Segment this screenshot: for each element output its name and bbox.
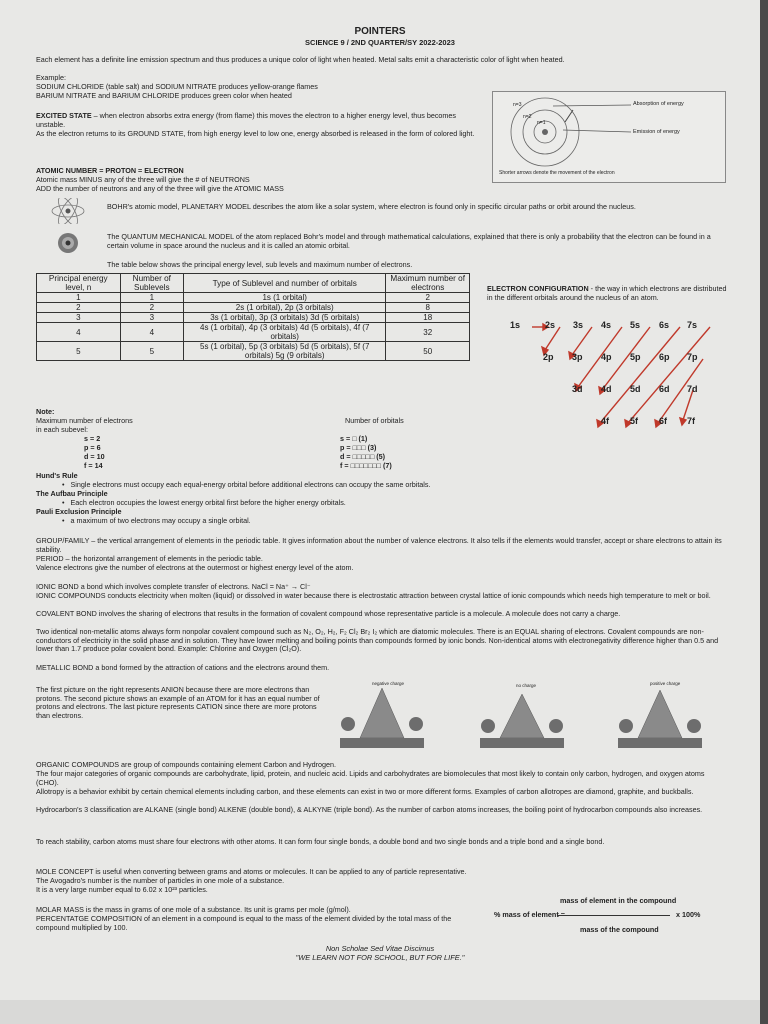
orbital-5p: 5p <box>630 352 641 362</box>
orbit-label-n2: n=2 <box>523 114 532 120</box>
orbitals-d: d = □□□□□ (5) <box>340 452 386 461</box>
table-cell: 1 <box>120 293 183 303</box>
mole-line-2: The Avogadro's number is the number of particles in one mole of a substance. <box>36 876 285 885</box>
table-row <box>37 303 470 313</box>
example-label: Example: <box>36 73 66 82</box>
orbital-4d: 4d <box>601 384 612 394</box>
table-cell: 1 <box>37 293 121 303</box>
scan-edge <box>760 0 768 1024</box>
orbital-6f: 6f <box>659 416 668 426</box>
table-row <box>37 293 470 303</box>
footer-motto-english: "WE LEARN NOT FOR SCHOOL, BUT FOR LIFE." <box>295 953 465 962</box>
group-family-text: GROUP/FAMILY – the vertical arrangement of elements in the periodic table. It gives information about the number of valence electrons. It also tells if the elements would transfer, accept or share electrons to attain its stability. <box>36 536 722 554</box>
example-2: BARIUM NITRATE and BARIUM CHLORIDE produces green color when heated <box>36 91 292 100</box>
period-text: PERIOD – the horizontal arrangement of elements in the periodic table. <box>36 554 263 563</box>
max-d: d = 10 <box>84 452 105 461</box>
pauli-text: • a maximum of two electrons may occupy a single orbital. <box>62 516 251 525</box>
orbit-label-n1: n=1 <box>537 120 546 126</box>
covalent-bond-text: COVALENT BOND involves the sharing of electrons that results in the formation of covalent compound whose representative particle is a molecule. A molecule does not carry a charge. <box>36 609 621 618</box>
orbitals-f: f = □□□□□□□ (7) <box>340 461 392 470</box>
organic-line-2: The four major categories of organic compounds are carbohydrate, lipid, protein, and nucleic acid. Lipids and carbohydrates are biomolecules that most likely to contain only carbon, hydrogen, and oxygen atoms (CHO). <box>36 769 705 787</box>
ionic-bond-text: IONIC BOND a bond which involves complete transfer of electrons. NaCl = Na⁺ → Cl⁻ <box>36 582 311 591</box>
electroscope-pictures <box>330 680 730 755</box>
formula-numerator: mass of element in the compound <box>560 896 677 905</box>
table-cell: 1s (1 orbital) <box>184 293 386 303</box>
diagram-caption: Shorter arrows denote the movement of the electron <box>499 170 615 176</box>
orbital-5f: 5f <box>630 416 639 426</box>
orbital-3s: 3s <box>573 320 584 330</box>
metallic-bond-text: METALLIC BOND a bond formed by the attraction of cations and the electrons around them. <box>36 663 330 672</box>
table-cell: 2 <box>120 303 183 313</box>
table-row <box>37 342 470 361</box>
orbital-3d: 3d <box>572 384 583 394</box>
orbit-label-n3: n=3 <box>513 102 522 108</box>
orbital-3p: 3p <box>572 352 583 362</box>
ionic-compounds-text: IONIC COMPOUNDS conducts electricity when molten (liquid) or dissolved in water because there is electrostatic attraction between crystal lattice of ionic compounds which needs high temperature to melt or boil. <box>36 591 711 600</box>
table-cell: 32 <box>386 323 470 342</box>
negative-charge-label: negative charge <box>372 681 405 686</box>
orbital-6p: 6p <box>659 352 670 362</box>
bohr-model-icon <box>50 198 86 224</box>
table-cell: 18 <box>386 313 470 323</box>
table-cell: 3 <box>37 313 121 323</box>
orbital-7s: 7s <box>687 320 698 330</box>
orbital-1s: 1s <box>510 320 521 330</box>
organic-line-4: Hydrocarbon's 3 classification are ALKANE (single bond) ALKENE (double bond), & ALKYNE (triple bond). As the number of carbon atoms increases, the boiling point of hydrocarbon compounds also increases. <box>36 805 703 814</box>
table-cell: 4 <box>120 323 183 342</box>
page-subtitle: SCIENCE 9 / 2ND QUARTER/SY 2022-2023 <box>305 38 455 47</box>
example-1: SODIUM CHLORIDE (table salt) and SODIUM NITRATE produces yellow-orange flames <box>36 82 318 91</box>
orbital-5s: 5s <box>630 320 641 330</box>
electron-cloud-icon <box>57 232 79 254</box>
table-cell: 2 <box>37 303 121 313</box>
table-cell: 2 <box>386 293 470 303</box>
energy-level-table <box>36 273 470 361</box>
electron-configuration-text: ELECTRON CONFIGURATION - the way in which electrons are distributed in the different orbitals around the nucleus of an atom. <box>487 284 727 302</box>
max-s: s = 2 <box>84 434 101 443</box>
table-cell: 4 <box>37 323 121 342</box>
orbital-7p: 7p <box>687 352 698 362</box>
table-cell: 3s (1 orbital), 3p (3 orbitals) 3d (5 orbitals) <box>184 313 386 323</box>
orbital-2p: 2p <box>543 352 554 362</box>
formula-denominator: mass of the compound <box>580 925 659 934</box>
max-p: p = 6 <box>84 443 101 452</box>
organic-line-1: ORGANIC COMPOUNDS are group of compounds containing element Carbon and Hydrogen. <box>36 760 337 769</box>
quantum-text: The QUANTUM MECHANICAL MODEL of the atom replaced Bohr's model and through mathematical calculations, explained that there is only a probability that the electron can be found in a certain volume in space around the nucleus and it is called an atomic orbital. <box>107 232 711 250</box>
emission-label: Emission of energy <box>633 129 680 135</box>
atomic-number-title: ATOMIC NUMBER = PROTON = ELECTRON <box>36 166 184 175</box>
bohr-text: BOHR's atomic model, PLANETARY MODEL describes the atom like a solar system, where electron is found only in specific circular paths or orbit around the nucleus. <box>107 202 636 211</box>
organic-line-5: To reach stability, carbon atoms must share four electrons with other atoms. It can form four single bonds, a double bond and two single bonds and a triple bond and a single bond. <box>36 837 605 846</box>
mole-line-1: MOLE CONCEPT is useful when converting between grams and atoms or molecules. It can be applied to any of particle representative. <box>36 867 467 876</box>
orbital-4f: 4f <box>601 416 610 426</box>
molar-mass-text: MOLAR MASS is the mass in grams of one mole of a substance. Its unit is grams per mole (g/mol). <box>36 905 351 914</box>
ion-pictures-text: The first picture on the right represents ANION because there are more electrons than protons. The second picture shows an example of an ATOM for it has an equal number of protons and electrons. The last picture represents CATION since there are more protons than electrons. <box>36 685 320 720</box>
percent-composition-text: PERCENTATGE COMPOSITION of an element in a compound is equal to the mass of the element divided by the total mass of the compound multiplied by 100. <box>36 914 452 932</box>
hund-text: • Single electrons must occupy each equal-energy orbital before additional electrons can occupy the same orbitals. <box>62 480 431 489</box>
orbitals-title: Number of orbitals <box>345 416 404 425</box>
table-cell: 50 <box>386 342 470 361</box>
intro-text: Each element has a definite line emission spectrum and thus produces a unique color of light when heated. Metal salts emit a characteristic color of light when heated. <box>36 55 565 64</box>
bohr-orbit-diagram <box>493 92 725 182</box>
ground-state-text: As the electron returns to its GROUND STATE, from high energy level to low one, energy absorbed is released in the form of colored light. <box>36 129 475 138</box>
energy-level-diagram <box>492 91 726 183</box>
page-title: POINTERS <box>354 26 406 37</box>
note-title: Note: <box>36 407 55 416</box>
formula-multiplier: x 100% <box>676 910 701 919</box>
table-cell: 8 <box>386 303 470 313</box>
table-cell: 5s (1 orbital), 5p (3 orbitals) 5d (5 orbitals), 5f (7 orbitals) 5g (9 orbitals) <box>184 342 386 361</box>
positive-charge-label: positive charge <box>650 681 681 686</box>
col-header-max: Maximum number of electrons <box>386 274 470 293</box>
formula-lhs: % mass of element = <box>494 910 565 919</box>
col-header-sublevels: Number of Sublevels <box>120 274 183 293</box>
table-row <box>37 313 470 323</box>
atomic-line-2: ADD the number of neutrons and any of the three will give the ATOMIC MASS <box>36 184 284 193</box>
note-line-1: Maximum number of electrons <box>36 416 133 425</box>
orbital-7d: 7d <box>687 384 698 394</box>
aufbau-title: The Aufbau Principle <box>36 489 108 498</box>
max-f: f = 14 <box>84 461 103 470</box>
table-cell: 3 <box>120 313 183 323</box>
covalent-details-text: Two identical non-metallic atoms always form nonpolar covalent compound such as N₂, O₂, H₂, F₂ Cl₂ Br₂ I₂ which are diatomic molecules. There is an EQUAL sharing of electrons. Covalent compounds are non-conductors of electricity in the solid phase and in solution. They have lower melting and boiling points than compounds formed by ionic bonds. Non-identical atoms with electronegativity difference higher than 0.5 and lower than 1.7 produce polar covalent bond. Example: Chlorine and Oxygen (Cl₂O). <box>36 627 719 654</box>
pauli-title: Pauli Exclusion Principle <box>36 507 122 516</box>
orbital-6d: 6d <box>659 384 670 394</box>
note-line-2: in each subevel: <box>36 425 88 434</box>
table-cell: 5 <box>120 342 183 361</box>
table-intro: The table below shows the principal energy level, sub levels and maximum number of electrons. <box>107 260 413 269</box>
absorption-label: Absorption of energy <box>633 101 684 107</box>
orbital-2s: 2s <box>545 320 556 330</box>
orbital-7f: 7f <box>687 416 696 426</box>
aufbau-text: • Each electron occupies the lowest energy orbital first before the higher energy orbitals. <box>62 498 346 507</box>
hund-title: Hund's Rule <box>36 471 78 480</box>
table-row <box>37 323 470 342</box>
table-cell: 2s (1 orbital), 2p (3 orbitals) <box>184 303 386 313</box>
mole-line-3: It is a very large number equal to 6.02 x 10²³ particles. <box>36 885 208 894</box>
orbital-6s: 6s <box>659 320 670 330</box>
orbital-4p: 4p <box>601 352 612 362</box>
orbital-5d: 5d <box>630 384 641 394</box>
footer-motto-latin: Non Scholae Sed Vitae Discimus <box>325 944 435 953</box>
atomic-line-1: Atomic mass MINUS any of the three will give the # of NEUTRONS <box>36 175 250 184</box>
col-header-n: Principal energy level, n <box>37 274 121 293</box>
organic-line-3: Allotropy is a behavior exhibit by certain chemical elements including carbon, and these elements can exist in two or more different forms. Examples of carbon allotropes are diamond, graphite, and buckballs. <box>36 787 694 796</box>
excited-state-text: EXCITED STATE – when electron absorbs extra energy (from flame) this moves the electron to a higher energy level, thus becomes unstable. <box>36 111 456 129</box>
orbitals-p: p = □□□ (3) <box>340 443 377 452</box>
no-charge-label: no charge <box>516 683 537 688</box>
table-cell: 4s (1 orbital), 4p (3 orbitals) 4d (5 orbitals), 4f (7 orbitals) <box>184 323 386 342</box>
orbital-4s: 4s <box>601 320 612 330</box>
table-header-row <box>37 274 470 293</box>
table-cell: 5 <box>37 342 121 361</box>
col-header-type: Type of Sublevel and number of orbitals <box>184 274 386 293</box>
orbitals-s: s = □ (1) <box>340 434 368 443</box>
fraction-bar <box>558 915 670 916</box>
valence-text: Valence electrons give the number of electrons at the outermost or highest energy level of the atom. <box>36 563 354 572</box>
